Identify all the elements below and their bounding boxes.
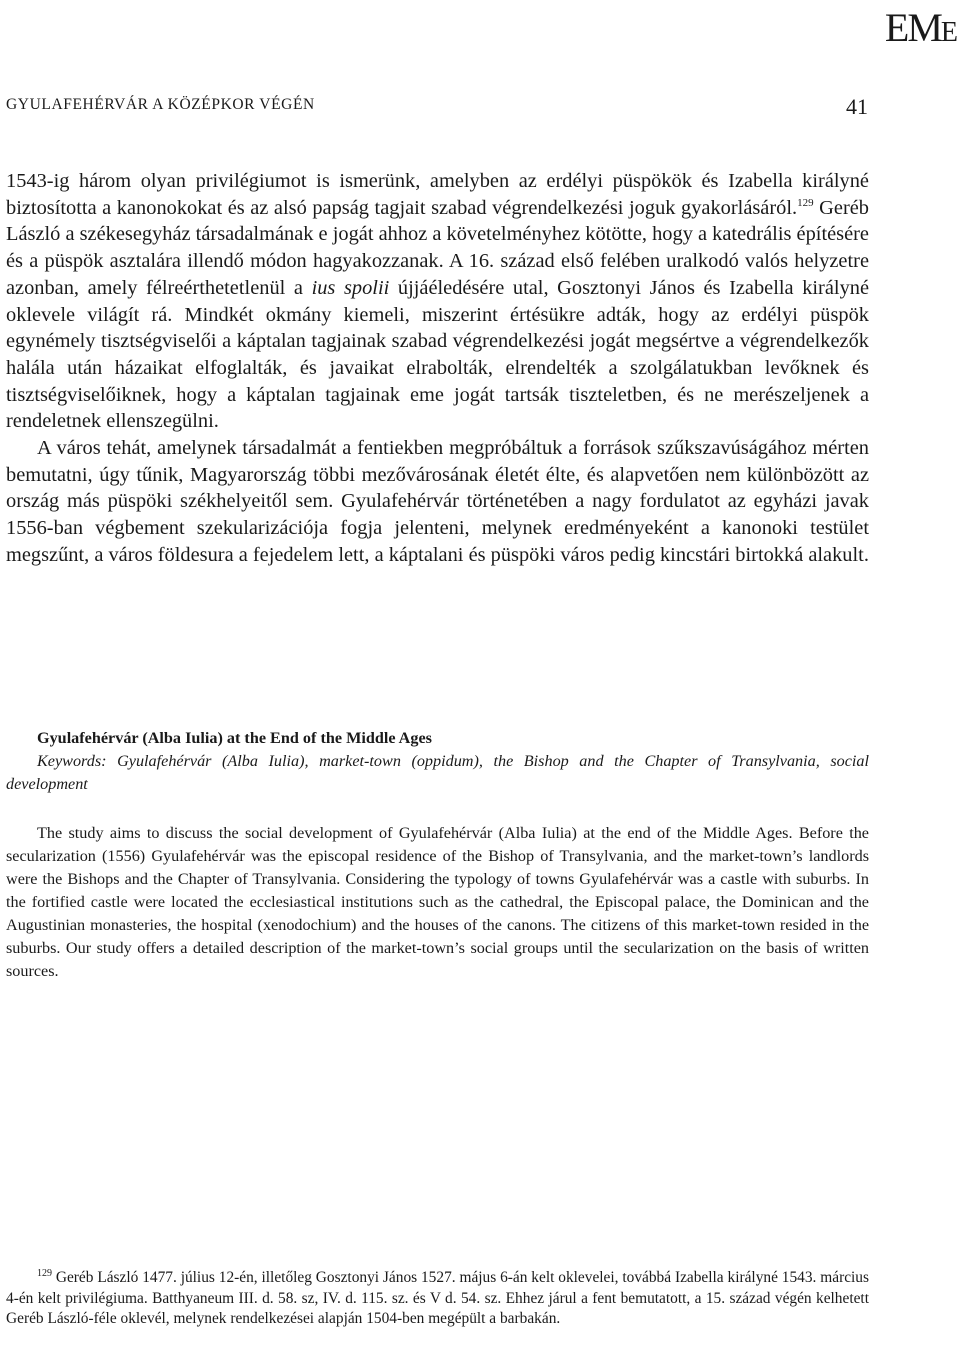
- paragraph-1-text-b: Geréb László a székesegyház társadalmának e jogát ahhoz a követelményhez kötötte, hogy a katedrális építésére és a püspök asztalára illendő módon hagyakozzanak. A 16. század első felében uralkodó valós helyzetre azonban, amely félreérthetetlenül a: [6, 196, 869, 299]
- main-text: [6, 168, 869, 569]
- running-head: GYULAFEHÉRVÁR A KÖZÉPKOR VÉGÉN: [6, 96, 315, 113]
- footnote-129: [6, 1268, 869, 1330]
- logo-letter-e-small: E: [940, 17, 956, 48]
- latin-term: ius spolii: [311, 276, 390, 299]
- logo-letter-m: M: [907, 5, 941, 50]
- paragraph-2: A város tehát, amelynek társadalmát a fentiekben megpróbáltuk a források szűkszavúságához mérten bemutatni, úgy tűnik, Magyarország többi mezővárosának életét élte, és alapvetően nem különbözött az ország más püspöki székhelyeitől sem. Gyulafehérvár történetében a nagy fordulatot az egyházi javak 1556-ban végbement szekularizációja fogja jelenteni, melynek eredményeként a kanonoki testület megszűnt, a város földesura a fejedelem lett, a káptalani és püspöki város pedig kincstári birtokká alakult.: [6, 437, 869, 566]
- footnote: [6, 1268, 869, 1330]
- abstract-summary: The study aims to discuss the social development of Gyulafehérvár (Alba Iulia) at the end of the Middle Ages. Before the secularization (1556) Gyulafehérvár was the episcopal residence of the Bishop of Transylvania, and the market-town’s landlords were the Bishops and the Chapter of Transylvania. Considering the typology of towns Gyulafehérvár was a castle with suburbs. In the fortified castle were located the ecclesiastical institutions such as the cathedral, the Episcopal palace, the Dominican and the Augustinian monasteries, the hospital (xenodochium) and the houses of the canons. The citizens of this market-town resided in the suburbs. Our study offers a detailed description of the market-town’s social groups until the secularization on the basis of written sources.: [6, 824, 869, 980]
- logo-letter-e: E: [884, 5, 908, 50]
- abstract-title: Gyulafehérvár (Alba Iulia) at the End of the Middle Ages: [37, 729, 432, 747]
- english-abstract: [6, 727, 869, 983]
- paragraph-1: [6, 168, 869, 435]
- paragraph-1-text-a: 1543-ig három olyan privilégiumot is ismerünk, amelyben az erdélyi püspökök és Izabella királyné biztosította a kanonokokat és az alsó papság tagjait szabad végrendelkezési joguk gyakorlásáról.: [6, 170, 869, 219]
- paragraph-1-text-c: újjáéledésére utal, Gosztonyi János és Izabella királyné oklevele világít rá. Mindkét okmány kiemeli, miszerint értésükre adták, hogy az erdélyi püspök egynémely tisztségviselői a káptalan tagjainak szabad végrendelkezési jogát megsértve a végrendelkezők halála után házaikat elfoglalták, és javaikat elrabolták, elrendelték a szolgálatukban levőknek és tisztségviselőiknek, hogy a káptalan tagjainak eme jogát tartsák tiszteletben, és ne merészeljenek a rendeletnek ellenszegülni.: [6, 276, 870, 433]
- page-number: 41: [846, 94, 868, 119]
- footnote-number: 129: [37, 1268, 52, 1279]
- footnote-reference: 129: [797, 196, 814, 209]
- footnote-text: Geréb László 1477. július 12-én, illetőleg Gosztonyi János 1527. május 6-án kelt oklevelei, továbbá Izabella királyné 1543. március 4-én kelt privilégiuma. Batthyaneum III. d. 58. sz, IV. d. 115. sz. és V d. 54. sz. Ehhez járul a fent bemutatott, a 15. század végén kelhetett Geréb László-féle oklevél, melynek rendelkezései alapján 1504-ben megépült a barbakán.: [6, 1269, 869, 1327]
- abstract-keywords: Keywords: Gyulafehérvár (Alba Iulia), market-town (oppidum), the Bishop and the Chapter of Transylvania, social development: [6, 752, 869, 793]
- journal-logo: [884, 5, 956, 53]
